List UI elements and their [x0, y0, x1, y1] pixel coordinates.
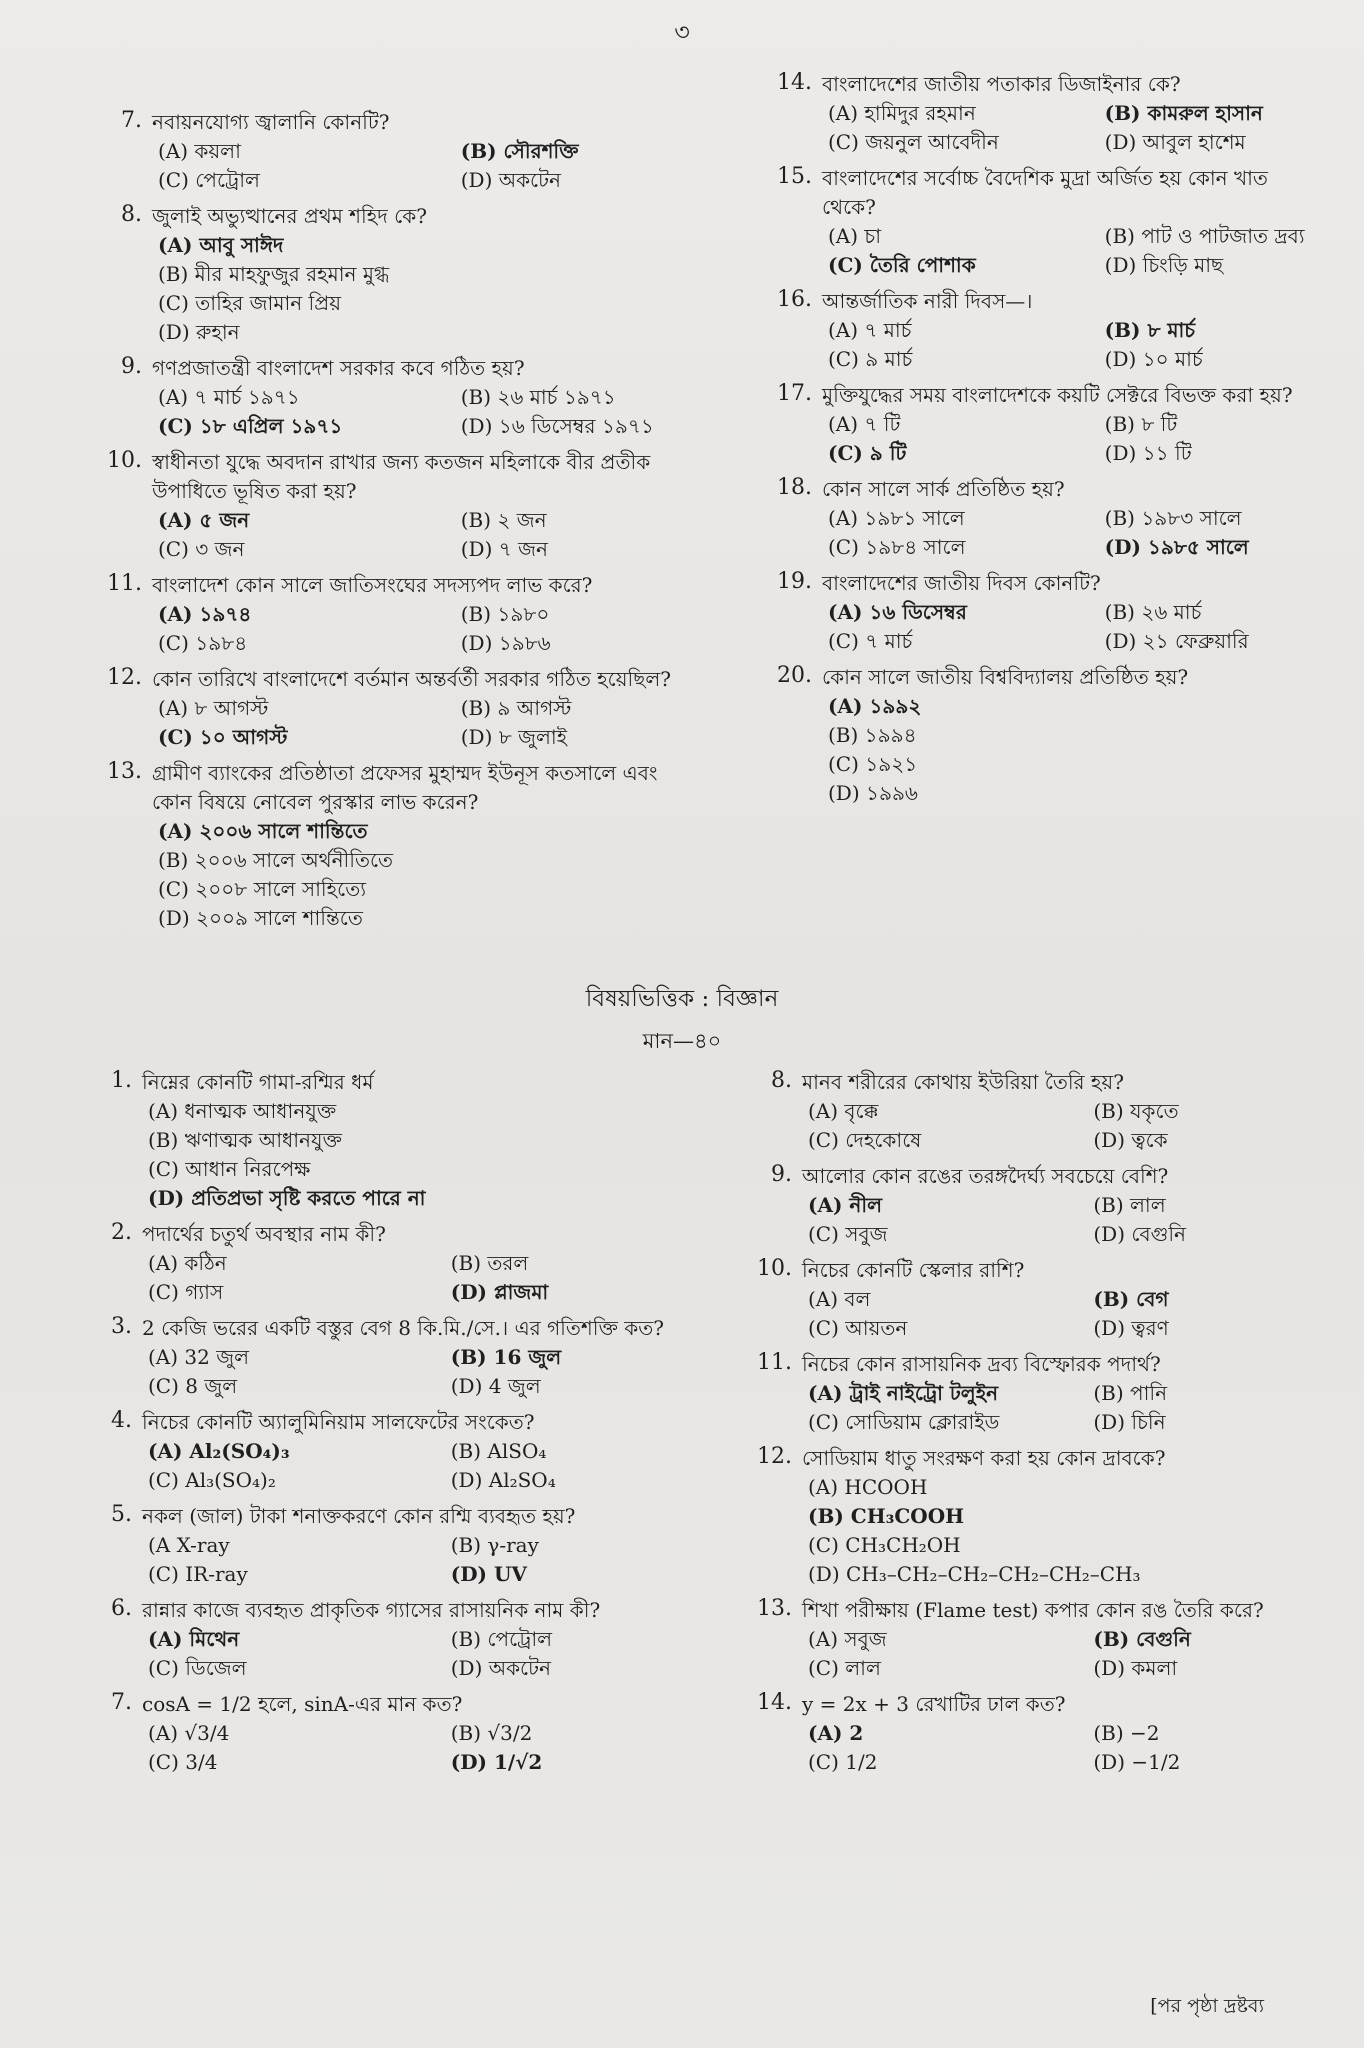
option: (B) কামরুল হাসান — [1104, 101, 1263, 125]
option: (C) Al₃(SO₄)₂ — [148, 1468, 276, 1492]
question-number: 20. — [777, 663, 812, 688]
question-number: 18. — [777, 475, 812, 500]
question-number: 14. — [757, 1690, 792, 1715]
option: (D) ১১ টি — [1104, 441, 1192, 465]
option: (A) HCOOH — [808, 1475, 928, 1499]
option: (B) মীর মাহফুজুর রহমান মুগ্ধ — [158, 262, 390, 286]
option: (D) ১৯৯৬ — [828, 781, 918, 805]
question-number: 10. — [757, 1256, 792, 1281]
option: (A) ১৯৯২ — [828, 694, 922, 718]
question-number: 8. — [121, 202, 142, 227]
option: (A) চা — [828, 224, 881, 248]
option: (D) অকটেন — [460, 168, 561, 192]
option: (D) ১৬ ডিসেম্বর ১৯৭১ — [460, 414, 654, 438]
option: (A) নীল — [808, 1193, 882, 1217]
option-list — [142, 1437, 670, 1495]
option-list — [142, 1625, 670, 1683]
option: (B) ২ জন — [460, 508, 547, 532]
option: (B) সৌরশক্তি — [460, 139, 579, 163]
option: (B) পানি — [1093, 1381, 1168, 1405]
question-text: সোডিয়াম ধাতু সংরক্ষণ করা হয় কোন দ্রাবকে? — [802, 1446, 1166, 1470]
option: (C) ১৮ এপ্রিল ১৯৭১ — [158, 414, 343, 438]
question-item — [90, 202, 680, 347]
option-list — [802, 1473, 1300, 1589]
question-item — [740, 1444, 1300, 1589]
option-list — [822, 692, 1305, 808]
option: (C) CH₃CH₂OH — [808, 1533, 961, 1557]
question-item — [760, 569, 1305, 656]
question-text: বাংলাদেশ কোন সালে জাতিসংঘের সদস্যপদ লাভ করে? — [152, 573, 593, 597]
option: (A) ৫ জন — [158, 508, 250, 532]
question-item — [80, 1596, 670, 1683]
option: (C) দেহকোষে — [808, 1128, 922, 1152]
question-text: নিচের কোনটি স্কেলার রাশি? — [802, 1258, 1025, 1282]
option: (A) হামিদুর রহমান — [828, 101, 976, 125]
option: (D) ১৯৮৬ — [460, 631, 551, 655]
question-text: নিম্নের কোনটি গামা-রশ্মির ধর্ম — [142, 1070, 374, 1094]
option: (C) সোডিয়াম ক্লোরাইড — [808, 1410, 1000, 1434]
question-item — [90, 665, 680, 752]
question-text: নিচের কোনটি অ্যালুমিনিয়াম সালফেটের সংকেত? — [142, 1410, 535, 1434]
option: (C) ১৯৮৪ — [158, 631, 248, 655]
option-list — [142, 1249, 670, 1307]
question-item — [740, 1596, 1300, 1683]
option: (D) CH₃–CH₂–CH₂–CH₂–CH₂–CH₃ — [808, 1562, 1141, 1586]
option: (B) AlSO₄ — [450, 1439, 547, 1463]
question-item — [760, 475, 1305, 562]
question-text: আন্তর্জাতিক নারী দিবস—। — [822, 289, 1033, 313]
question-number: 7. — [111, 1690, 132, 1715]
option: (D) 1/√2 — [450, 1750, 543, 1774]
option: (B) লাল — [1093, 1193, 1166, 1217]
option: (A) ১৬ ডিসেম্বর — [828, 600, 967, 624]
question-item — [760, 287, 1305, 374]
option-list — [142, 1531, 670, 1589]
option: (B) γ-ray — [450, 1533, 539, 1557]
option: (C) ৯ মার্চ — [828, 347, 913, 371]
option: (A) বৃক্কে — [808, 1099, 879, 1123]
option: (A) Al₂(SO₄)₃ — [148, 1439, 290, 1463]
option-list — [152, 694, 680, 752]
question-number: 9. — [771, 1162, 792, 1187]
question-number: 4. — [111, 1408, 132, 1433]
option: (A) কয়লা — [158, 139, 241, 163]
option: (A) ট্রাই নাইট্রো টলুইন — [808, 1381, 999, 1405]
option: (D) ২১ ফেব্রুয়ারি — [1104, 629, 1249, 653]
question-item — [740, 1690, 1300, 1777]
option: (D) চিংড়ি মাছ — [1104, 253, 1224, 277]
option-list — [802, 1191, 1300, 1249]
option: (D) ৮ জুলাই — [460, 725, 568, 749]
option: (D) ৭ জন — [460, 537, 548, 561]
option: (A) ৭ মার্চ ১৯৭১ — [158, 385, 300, 409]
question-number: 15. — [777, 164, 812, 189]
option-list — [822, 504, 1305, 562]
option-list — [822, 316, 1305, 374]
option: (D) প্রতিপ্রভা সৃষ্টি করতে পারে না — [148, 1186, 426, 1210]
question-number: 12. — [107, 665, 142, 690]
option: (A) সবুজ — [808, 1627, 887, 1651]
question-item — [760, 663, 1305, 808]
page-number: ৩ — [674, 18, 690, 46]
question-text: বাংলাদেশের জাতীয় দিবস কোনটি? — [822, 571, 1101, 595]
section-title: বিষয়ভিত্তিক : বিজ্ঞান — [585, 986, 779, 1012]
option: (D) Al₂SO₄ — [450, 1468, 556, 1492]
option: (D) −1/2 — [1093, 1750, 1181, 1774]
question-number: 2. — [111, 1220, 132, 1245]
question-item — [760, 70, 1305, 157]
option: (D) ১০ মার্চ — [1104, 347, 1203, 371]
option: (A) ২০০৬ সালে শান্তিতে — [158, 819, 368, 843]
question-text: বাংলাদেশের সর্বোচ্চ বৈদেশিক মুদ্রা অর্জিত হয় কোন খাত থেকে? — [822, 166, 1268, 219]
option-list — [142, 1097, 670, 1213]
questions-general-left — [90, 108, 680, 940]
option-list — [152, 600, 680, 658]
option-list — [152, 506, 680, 564]
option: (C) 8 জুল — [148, 1374, 238, 1398]
section-marks: মান—৪০ — [642, 1029, 722, 1053]
question-text: জুলাই অভ্যুত্থানের প্রথম শহিদ কে? — [152, 204, 427, 228]
question-text: কোন সালে জাতীয় বিশ্ববিদ্যালয় প্রতিষ্ঠিত হয়? — [822, 665, 1189, 689]
option: (D) আবুল হাশেম — [1104, 130, 1246, 154]
option-list — [802, 1625, 1300, 1683]
question-item — [80, 1690, 670, 1777]
question-number: 7. — [121, 108, 142, 133]
question-number: 9. — [121, 354, 142, 379]
question-item — [740, 1068, 1300, 1155]
question-item — [740, 1162, 1300, 1249]
option: (D) প্লাজমা — [450, 1280, 549, 1304]
option-list — [802, 1285, 1300, 1343]
question-item — [80, 1314, 670, 1401]
option: (C) ৭ মার্চ — [828, 629, 913, 653]
question-text: গ্রামীণ ব্যাংকের প্রতিষ্ঠাতা প্রফেসর মুহাম্মদ ইউনূস কতসালে এবং কোন বিষয়ে নোবেল পুরস্কার লাভ করেন? — [152, 761, 658, 814]
question-text: cosA = 1/2 হলে, sinA-এর মান কত? — [142, 1692, 463, 1716]
option: (A) ধনাত্মক আধানযুক্ত — [148, 1099, 337, 1123]
question-item — [740, 1256, 1300, 1343]
question-number: 5. — [111, 1502, 132, 1527]
option-list — [152, 231, 680, 347]
option: (D) চিনি — [1093, 1410, 1166, 1434]
question-text: 2 কেজি ভরের একটি বস্তুর বেগ 8 কি.মি./সে.। এর গতিশক্তি কত? — [142, 1316, 664, 1340]
question-text: স্বাধীনতা যুদ্ধে অবদান রাখার জন্য কতজন মহিলাকে বীর প্রতীক উপাধিতে ভূষিত করা হয়? — [152, 450, 651, 503]
option: (B) ১৯৮৩ সালে — [1104, 506, 1242, 530]
option: (C) লাল — [808, 1656, 881, 1680]
question-number: 16. — [777, 287, 812, 312]
question-item — [90, 108, 680, 195]
option: (C) ৩ জন — [158, 537, 245, 561]
option: (B) √3/2 — [450, 1721, 533, 1745]
question-text: গণপ্রজাতন্ত্রী বাংলাদেশ সরকার কবে গঠিত হয়? — [152, 356, 525, 380]
option: (A) কঠিন — [148, 1251, 227, 1275]
option: (B) ৮ মার্চ — [1104, 318, 1196, 342]
question-text: শিখা পরীক্ষায় (Flame test) কপার কোন রঙ তৈরি করে? — [802, 1598, 1264, 1622]
option: (A) মিথেন — [148, 1627, 240, 1651]
option: (B) পাট ও পাটজাত দ্রব্য — [1104, 224, 1305, 248]
option: (D) ২০০৯ সালে শান্তিতে — [158, 906, 363, 930]
option: (D) ১৯৮৫ সালে — [1104, 535, 1249, 559]
question-number: 13. — [107, 759, 142, 784]
question-number: 19. — [777, 569, 812, 594]
question-item — [90, 354, 680, 441]
option: (A) 32 জুল — [148, 1345, 250, 1369]
question-text: রান্নার কাজে ব্যবহৃত প্রাকৃতিক গ্যাসের রাসায়নিক নাম কী? — [142, 1598, 601, 1622]
question-item — [90, 571, 680, 658]
option: (B) ২৬ মার্চ ১৯৭১ — [460, 385, 616, 409]
option: (B) ১৯৯৪ — [828, 723, 917, 747]
question-text: কোন তারিখে বাংলাদেশে বর্তমান অন্তর্বর্তী সরকার গঠিত হয়েছিল? — [152, 667, 671, 691]
option: (A) ৮ আগস্ট — [158, 696, 269, 720]
option: (C) ডিজেল — [148, 1656, 247, 1680]
option: (B) বেগুনি — [1093, 1627, 1191, 1651]
option: (C) IR-ray — [148, 1562, 248, 1586]
option: (D) অকটেন — [450, 1656, 551, 1680]
option: (C) 1/2 — [808, 1750, 878, 1774]
question-number: 6. — [111, 1596, 132, 1621]
option-list — [152, 383, 680, 441]
question-number: 1. — [111, 1068, 132, 1093]
question-item — [90, 759, 680, 933]
option-list — [822, 410, 1305, 468]
option: (B) ৯ আগস্ট — [460, 696, 572, 720]
question-item — [90, 448, 680, 564]
option: (C) পেট্রোল — [158, 168, 260, 192]
option-list — [142, 1719, 670, 1777]
option: (C) 3/4 — [148, 1750, 218, 1774]
option: (C) আধান নিরপেক্ষ — [148, 1157, 311, 1181]
option-list — [802, 1719, 1300, 1777]
option: (B) বেগ — [1093, 1287, 1169, 1311]
question-number: 10. — [107, 448, 142, 473]
option: (C) সবুজ — [808, 1222, 888, 1246]
question-number: 17. — [777, 381, 812, 406]
option: (B) 16 জুল — [450, 1345, 562, 1369]
option: (A) 2 — [808, 1721, 864, 1745]
question-number: 13. — [757, 1596, 792, 1621]
option: (C) ১৯২১ — [828, 752, 918, 776]
option: (A) ১৯৮১ সালে — [828, 506, 965, 530]
question-text: মুক্তিযুদ্ধের সময় বাংলাদেশকে কয়টি সেক্টরে বিভক্ত করা হয়? — [822, 383, 1293, 407]
option: (B) −2 — [1093, 1721, 1160, 1745]
questions-general-right — [760, 70, 1305, 815]
question-text: নকল (জাল) টাকা শনাক্তকরণে কোন রশ্মি ব্যবহৃত হয়? — [142, 1504, 576, 1528]
option-list — [142, 1343, 670, 1401]
option: (B) পেট্রোল — [450, 1627, 553, 1651]
question-text: y = 2x + 3 রেখাটির ঢাল কত? — [802, 1692, 1066, 1716]
option: (D) ত্বরণ — [1093, 1316, 1169, 1340]
option: (D) বেগুনি — [1093, 1222, 1186, 1246]
option: (A) ১৯৭৪ — [158, 602, 252, 626]
option: (D) কমলা — [1093, 1656, 1178, 1680]
option: (D) UV — [450, 1562, 527, 1586]
question-text: মানব শরীরের কোথায় ইউরিয়া তৈরি হয়? — [802, 1070, 1124, 1094]
option: (C) ৯ টি — [828, 441, 907, 465]
question-number: 8. — [771, 1068, 792, 1093]
option-list — [822, 222, 1305, 280]
option-list — [822, 99, 1305, 157]
question-item — [740, 1350, 1300, 1437]
option: (C) গ্যাস — [148, 1280, 224, 1304]
option: (D) 4 জুল — [450, 1374, 541, 1398]
question-number: 11. — [107, 571, 142, 596]
option: (A) √3/4 — [148, 1721, 230, 1745]
option-list — [802, 1097, 1300, 1155]
page-footer-note: [পর পৃষ্ঠা দ্রষ্টব্য — [1150, 1995, 1264, 2017]
option: (A) ৭ মার্চ — [828, 318, 912, 342]
question-text: বাংলাদেশের জাতীয় পতাকার ডিজাইনার কে? — [822, 72, 1181, 96]
option: (B) CH₃COOH — [808, 1504, 965, 1528]
option: (B) ১৯৮০ — [460, 602, 550, 626]
option: (C) তৈরি পোশাক — [828, 253, 976, 277]
option: (B) ৮ টি — [1104, 412, 1178, 436]
option: (A) আবু সাঈদ — [158, 233, 284, 257]
option: (B) ২৬ মার্চ — [1104, 600, 1202, 624]
question-item — [80, 1220, 670, 1307]
question-item — [760, 164, 1305, 280]
option: (D) রুহান — [158, 320, 240, 344]
question-text: আলোর কোন রঙের তরঙ্গদৈর্ঘ্য সবচেয়ে বেশি? — [802, 1164, 1169, 1188]
option: (B) যকৃতে — [1093, 1099, 1179, 1123]
questions-science-left — [80, 1068, 670, 1784]
option: (B) তরল — [450, 1251, 529, 1275]
question-number: 12. — [757, 1444, 792, 1469]
option: (C) আয়তন — [808, 1316, 908, 1340]
option: (C) জয়নুল আবেদীন — [828, 130, 999, 154]
question-text: নিচের কোন রাসায়নিক দ্রব্য বিস্ফোরক পদার্থ? — [802, 1352, 1161, 1376]
question-text: কোন সালে সার্ক প্রতিষ্ঠিত হয়? — [822, 477, 1065, 501]
option: (A) ৭ টি — [828, 412, 901, 436]
question-text: নবায়নযোগ্য জ্বালানি কোনটি? — [152, 110, 390, 134]
option: (D) ত্বকে — [1093, 1128, 1168, 1152]
option: (B) ঋণাত্মক আধানযুক্ত — [148, 1128, 342, 1152]
question-number: 11. — [757, 1350, 792, 1375]
option-list — [822, 598, 1305, 656]
option: (B) ২০০৬ সালে অর্থনীতিতে — [158, 848, 394, 872]
option: (A X-ray — [148, 1533, 230, 1557]
questions-science-right — [740, 1068, 1300, 1784]
option: (C) ১০ আগস্ট — [158, 725, 288, 749]
option: (C) ১৯৮৪ সালে — [828, 535, 966, 559]
question-text: পদার্থের চতুর্থ অবস্থার নাম কী? — [142, 1222, 386, 1246]
option: (C) ২০০৮ সালে সাহিত্যে — [158, 877, 367, 901]
question-number: 14. — [777, 70, 812, 95]
option: (C) তাহির জামান প্রিয় — [158, 291, 341, 315]
question-item — [760, 381, 1305, 468]
option: (A) বল — [808, 1287, 871, 1311]
question-item — [80, 1068, 670, 1213]
question-item — [80, 1408, 670, 1495]
option-list — [152, 137, 680, 195]
option-list — [152, 817, 680, 933]
question-item — [80, 1502, 670, 1589]
question-number: 3. — [111, 1314, 132, 1339]
option-list — [802, 1379, 1300, 1437]
